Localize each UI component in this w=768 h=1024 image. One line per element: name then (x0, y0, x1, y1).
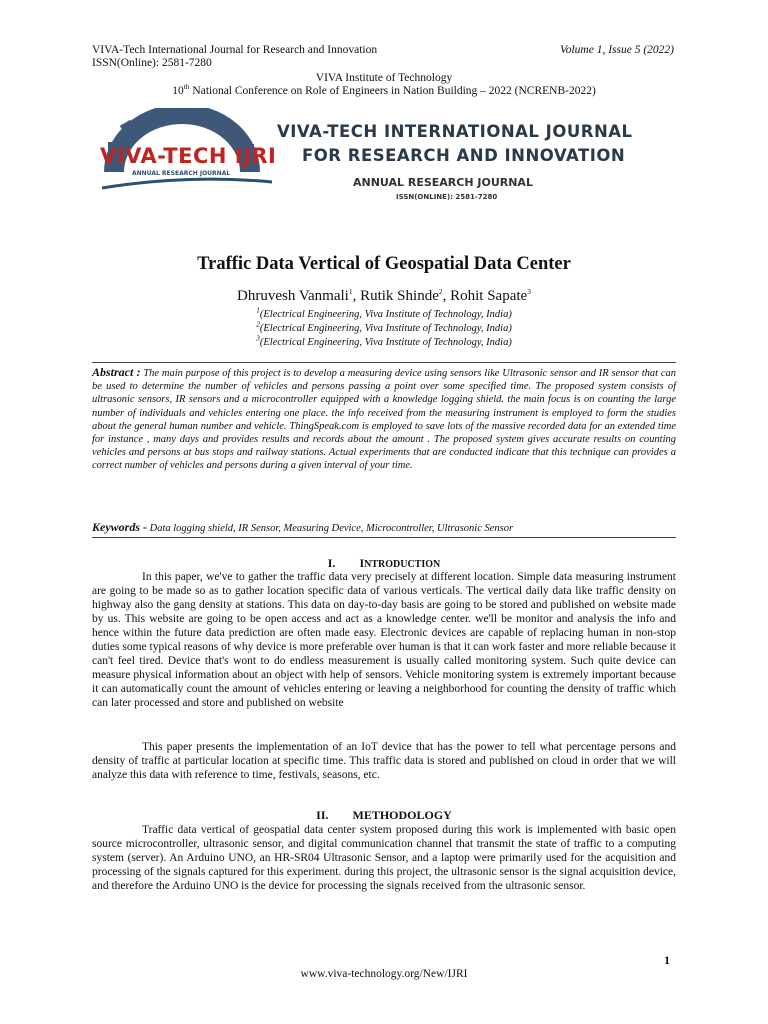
logo-brand-text: VIVA-TECH IJRI (100, 144, 277, 168)
paragraph: Traffic data vertical of geospatial data center system proposed during this work is implemented with basic open source microcontroller, ultrasonic sensor, and digital communication channel that transmit the state of traffic to a computing system (server). An Arduino UNO, an HR-SR04 Ultrasonic Sensor, and a laptop were primarily used for the acquisition and processing of the signals captured for this experiment. during this project, the ultrasonic sensor is the signal acquisition device, and therefore the Arduino UNO is the device for processing the signals received from the ultrasonic sensor. (92, 824, 676, 892)
keywords-label: Keywords - (92, 520, 147, 534)
conference-name: National Conference on Role of Engineers in Nation Building – 2022 (NCRENB-2022) (189, 85, 596, 97)
footer-url: www.viva-technology.org/New/IJRI (300, 968, 468, 980)
section-heading-introduction (0, 556, 768, 571)
affiliation (0, 333, 768, 349)
author-mark: 1 (348, 287, 353, 296)
author-name: Dhruvesh Vanmali (237, 288, 349, 304)
section-number: II. (316, 808, 329, 822)
abstract-top-rule (92, 362, 676, 363)
author-mark: 2 (438, 287, 443, 296)
logo-brand-tagline: ANNUAL RESEARCH JOURNAL (132, 170, 231, 177)
section-heading-methodology (0, 808, 768, 823)
affiliation (0, 305, 768, 321)
affiliation-mark: 1 (256, 305, 260, 315)
author-list (0, 288, 768, 305)
author-separator: , (352, 288, 361, 304)
affiliation-text: (Electrical Engineering, Viva Institute of Technology, India) (259, 323, 512, 334)
author-separator: , (442, 288, 451, 304)
keywords-text: Data logging shield, IR Sensor, Measuring Device, Microcontroller, Ultrasonic Sensor (147, 523, 514, 534)
journal-banner-subtitle: ANNUAL RESEARCH JOURNAL (353, 176, 533, 189)
author-name: Rohit Sapate (450, 288, 528, 304)
conference-line (0, 84, 768, 98)
abstract (92, 366, 676, 473)
journal-banner-line2: FOR RESEARCH AND INNOVATION (302, 146, 626, 165)
keywords (92, 520, 676, 536)
author-mark: 3 (527, 287, 531, 296)
conference-ordinal: 10 (172, 85, 184, 97)
paper-title: Traffic Data Vertical of Geospatial Data Center (197, 254, 571, 274)
institute-name: VIVA Institute of Technology (315, 72, 453, 84)
conference-ordinal-suffix: th (183, 82, 190, 92)
affiliation (0, 319, 768, 335)
journal-banner-issn: ISSN(ONLINE): 2581-7280 (396, 193, 498, 201)
affiliation-text: (Electrical Engineering, Viva Institute of Technology, India) (259, 337, 512, 348)
journal-banner-line1: VIVA-TECH INTERNATIONAL JOURNAL (277, 122, 633, 141)
page-number: 1 (664, 953, 670, 967)
section-title-initial: I (359, 556, 365, 570)
section-number: I. (327, 556, 336, 570)
volume-issue: Volume 1, Issue 5 (2022) (559, 44, 674, 56)
abstract-text: The main purpose of this project is to develop a measuring device using sensors like Ultrasonic sensor and IR sensor that can be used to determine the number of vehicles and persons passing a point over some specified time. The proposed system consists of ultrasonic sensors, IR sensors and a microcontroller equipped with a knowledge logging shield. the main focus is on counting the large number of individuals and vehicles entering one place. the info received from the measuring instrument is employed to form the studies about the general human number and vehicle. ThingSpeak.com is employed to save lots of the massive recorded data for an extended time for instance , many days and provides results and records about the amount . The proposed system gives accurate results on counting vehicles and persons at bus stops and railway stations. Actual experiments that are conducted indicate that this technique can provides a correct number of vehicles and persons during a given interval of your time. (92, 368, 676, 472)
paragraph: In this paper, we've to gather the traffic data very precisely at different location. Simple data measuring instrument are going to be made so as to gather location specific data of various verticals. The vertical daily data like traffic density on highway also the gang density at stations. This data on day-to-day basis are going to be stored and published on website made by us. This website are going to be open access and act as a knowledge center. we'll be monitor and analysis the info and hence within the future data prediction are often made easy. Electronic devices are capable of replacing human in non-stop duties some typical reasons of why device is more preferable over human is that it can work faster and more reliable because it can't feel tired. Device that's wont to do endless measurement is usually called monitoring system. Such quite device can measure physical information about an object with help of sensors. Vehicle monitoring system is extremely important because it can automatically count the amount of vehicles entering or leaving a neighborhood for counting the density of traffic which can later processed and store and published on website (92, 571, 676, 709)
section-title-rest: NTRODUCTION (364, 559, 441, 570)
affiliation-mark: 2 (256, 319, 260, 329)
abstract-bottom-rule (92, 537, 676, 538)
journal-header-title: VIVA-Tech International Journal for Research and Innovation (92, 44, 378, 56)
affiliation-mark: 3 (256, 333, 260, 343)
section-title: METHODOLOGY (352, 808, 452, 822)
affiliation-text: (Electrical Engineering, Viva Institute of Technology, India) (259, 309, 512, 320)
journal-logo (92, 108, 282, 198)
abstract-label: Abstract : (92, 365, 141, 379)
paragraph: This paper presents the implementation of an IoT device that has the power to tell what percentage persons and density of traffic at particular location at specific time. This traffic data is stored and published on cloud in order that we will analyze this data with reference to time, festivals, seasons, etc. (92, 741, 676, 781)
header-issn: ISSN(Online): 2581-7280 (92, 57, 212, 69)
author-name: Rutik Shinde (360, 288, 439, 304)
